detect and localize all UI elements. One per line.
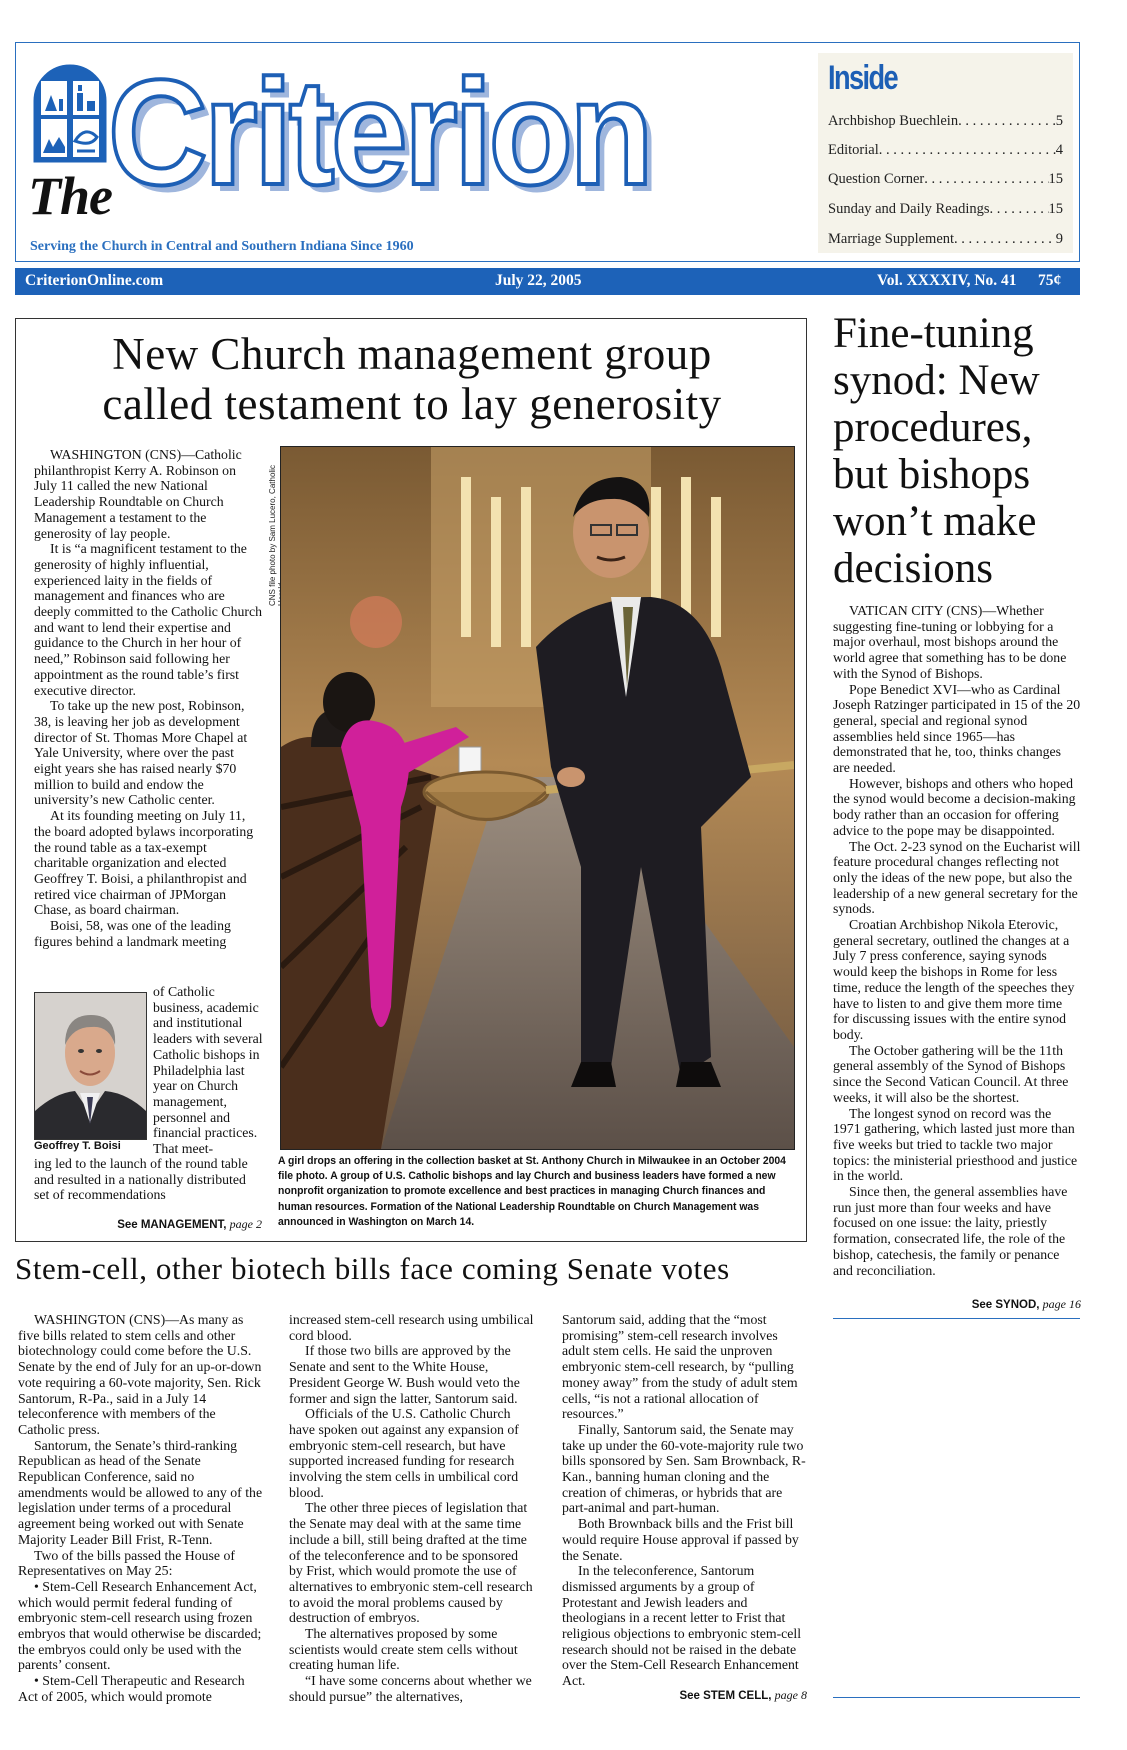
issue-date: July 22, 2005 <box>495 272 582 289</box>
dateline-bar <box>15 268 1080 295</box>
masthead <box>15 42 1080 262</box>
stem-cell-column-3: Santorum said, adding that the “most promising” stem-cell research involves adult stem cells. He said the unproven embryonic stem-cell research, by “pulling money away” from the study of adult stem cells, “is not a rational allocation of resources.” Finally, Santorum said, the Senate may take up under the 60-vote-majority rule two bills sponsored by Sen. Sam Brownback, R-Kan., banning human cloning and the creation of chimeras, or hybrids that are part-animal and part-human. Both Brownback bills and the Frist bill would require House approval if passed by the Senate. In the teleconference, Santorum dismissed arguments by a group of Protestant and Jewish leaders and theologians in a recent letter to Frist that religious objections to embryonic stem-cell research should not be raised in the debate over the Stem-Cell Research Enhancement Act. <box>562 1312 806 1689</box>
inside-item[interactable]: Editorial . . . 4 <box>828 142 1063 159</box>
website-link[interactable]: CriterionOnline.com <box>25 272 164 289</box>
main-story-column-top: WASHINGTON (CNS)—Catholic philanthropist Kerry A. Robinson on July 11 called the new National Leadership Roundtable on Church Management a testament to the generosity of lay people. It is “a magnificent testament to the generosity of highly influential, experienced laity in the fields of management and finances who are deeply committed to the Catholic Church and want to lend their expertise and guidance to the Church in her hour of need,” Robinson said following her appointment as the round table’s first executive director. To take up the new post, Robinson, 38, is leaving her job as development director of St. Thomas More Chapel at Yale University, where over the past eight years she has raised nearly $70 million to build and endow the university’s new Catholic center. At its founding meeting on July 11, the board adopted bylaws incorporating the round table as a tax-exempt charitable organization and elected Geoffrey T. Boisi, a philanthropist and retired vice chairman of JPMorgan Chase, as board chairman. Boisi, 58, was one of the leading figures behind a landmark meeting <box>34 447 262 949</box>
main-story-headline[interactable]: New Church management group called testament to lay generosity <box>102 329 722 429</box>
boisi-portrait-photo <box>34 992 147 1140</box>
masthead-the: The <box>28 166 112 226</box>
column-divider <box>833 1318 1080 1319</box>
criterion-logo-icon <box>31 61 109 163</box>
boisi-photo-caption: Geoffrey T. Boisi <box>34 1140 121 1152</box>
inside-item[interactable]: Sunday and Daily Readings . . . 15 <box>828 201 1063 218</box>
column-divider <box>833 1697 1080 1698</box>
inside-item[interactable]: Marriage Supplement . . . 9 <box>828 231 1063 248</box>
masthead-tagline: Serving the Church in Central and Southern Indiana Since 1960 <box>30 239 414 254</box>
jump-link-management[interactable]: See MANAGEMENT, page 2 <box>117 1217 262 1231</box>
stem-cell-column-2: increased stem-cell research using umbilical cord blood. If those two bills are approved by the Senate and sent to the White House, President George W. Bush would veto the former and sign the latter, Santorum said. Officials of the U.S. Catholic Church have spoken out against any expansion of embryonic stem-cell research, but have supported increased funding for research involving the stem cells in umbilical cord blood. The other three pieces of legislation that the Senate may deal with at the same time include a bill, still being drafted at the time of the teleconference and to be sponsored by Frist, which would promote the use of alternatives to embryonic stem-cell research to avoid the moral problems caused by destruction of embryos. The alternatives proposed by some scientists would create stem cells without creating human life. “I have some concerns about whether we should pursue” the alternatives, <box>289 1312 534 1704</box>
stem-cell-story-headline[interactable]: Stem-cell, other biotech bills face coming Senate votes <box>15 1251 730 1286</box>
jump-link-stem-cell[interactable]: See STEM CELL, page 8 <box>679 1688 807 1702</box>
inside-item[interactable]: Archbishop Buechlein . . . 5 <box>828 113 1063 130</box>
price: 75¢ <box>1038 272 1062 289</box>
masthead-title: Criterion <box>108 48 650 216</box>
synod-story-body: VATICAN CITY (CNS)—Whether suggesting fine-tuning or lobbying for a major overhaul, most bishops around the world agree that something has to be done with the Synod of Bishops. Pope Benedict XVI—who as Cardinal Joseph Ratzinger participated in 15 of the 20 general, special and regional synod assemblies held since 1965—has demonstrated that he, too, thinks changes are needed. However, bishops and others who hoped the synod would become a decision-making body rather than an occasion for offering advice to the pope may be disappointed. The Oct. 2-23 synod on the Eucharist will feature procedural changes reflecting not only the ideas of the new pope, but also the leadership of a new general secretary for the synods. Croatian Archbishop Nikola Eterovic, general secretary, outlined the changes at a July 7 press conference, saying synods would keep the bishops in Rome for less time, reduce the length of the speeches they have to listen to and give them more time for discussing issues with the entire synod body. The October gathering will be the 11th general assembly of the Synod of Bishops since the Second Vatican Council. At three weeks, it will also be the shortest. The longest synod on record was the 1971 gathering, which lasted just more than five weeks but tried to tackle two major topics: the ministerial priesthood and justice in the world. Since then, the general assemblies have run just more than four weeks and have focused on one issue: the laity, priestly formation, consecrated life, the role of the bishop, catechesis, the family or penance and reconciliation. <box>833 603 1081 1278</box>
inside-heading: Inside <box>828 59 897 97</box>
volume-number: Vol. XXXXIV, No. 41 <box>877 272 1017 289</box>
synod-story-headline[interactable]: Fine-tuning synod: New procedures, but bishops won’t make decisions <box>833 310 1040 592</box>
stem-cell-column-1: WASHINGTON (CNS)—As many as five bills related to stem cells and other biotechnology could come before the U.S. Senate by the end of July for an up-or-down vote requiring a 60-vote majority, Sen. Rick Santorum, R-Pa., said in a July 14 teleconference with members of the Catholic press. Santorum, the Senate’s third-ranking Republican as head of the Senate Republican Conference, said no amendments would be allowed to any of the legislation under terms of a procedural agreement being worked out with Senate Majority Leader Bill Frist, R-Tenn. Two of the bills passed the House of Representatives on May 25: • Stem-Cell Research Enhancement Act, which would permit federal funding of embryonic stem-cell research using frozen embryos that would otherwise be discarded; the embryos could only be used with the parents’ consent. • Stem-Cell Therapeutic and Research Act of 2005, which would promote <box>18 1312 263 1704</box>
inside-index-box <box>818 53 1073 253</box>
main-story-box <box>15 318 807 1242</box>
photo-credit: CNS file photo by Sam Lucero, Catholic <box>268 465 277 606</box>
photo-caption: A girl drops an offering in the collection basket at St. Anthony Church in Milwaukee in an October 2004 file photo. A group of U.S. Catholic bishops and lay Church and business leaders have formed a new nonprofit organization to promote excellence and best practices in managing Church finances and human resources. Formation of the National Leadership Roundtable on Church Management was announced in Washington on March 14. <box>278 1155 786 1228</box>
main-story-column-bottom: ing led to the launch of the round table and resulted in a nationally distributed set of recommendations <box>34 1156 248 1203</box>
main-story-wrap-text: of Catholic business, academic and institutional leaders with several Catholic bishops in Philadelphia last year on Church management, personnel and financial practices. That meet- <box>153 984 263 1157</box>
church-collection-photo <box>280 446 795 1150</box>
jump-link-synod[interactable]: See SYNOD, page 16 <box>971 1297 1081 1311</box>
inside-item[interactable]: Question Corner . . . 15 <box>828 171 1063 188</box>
